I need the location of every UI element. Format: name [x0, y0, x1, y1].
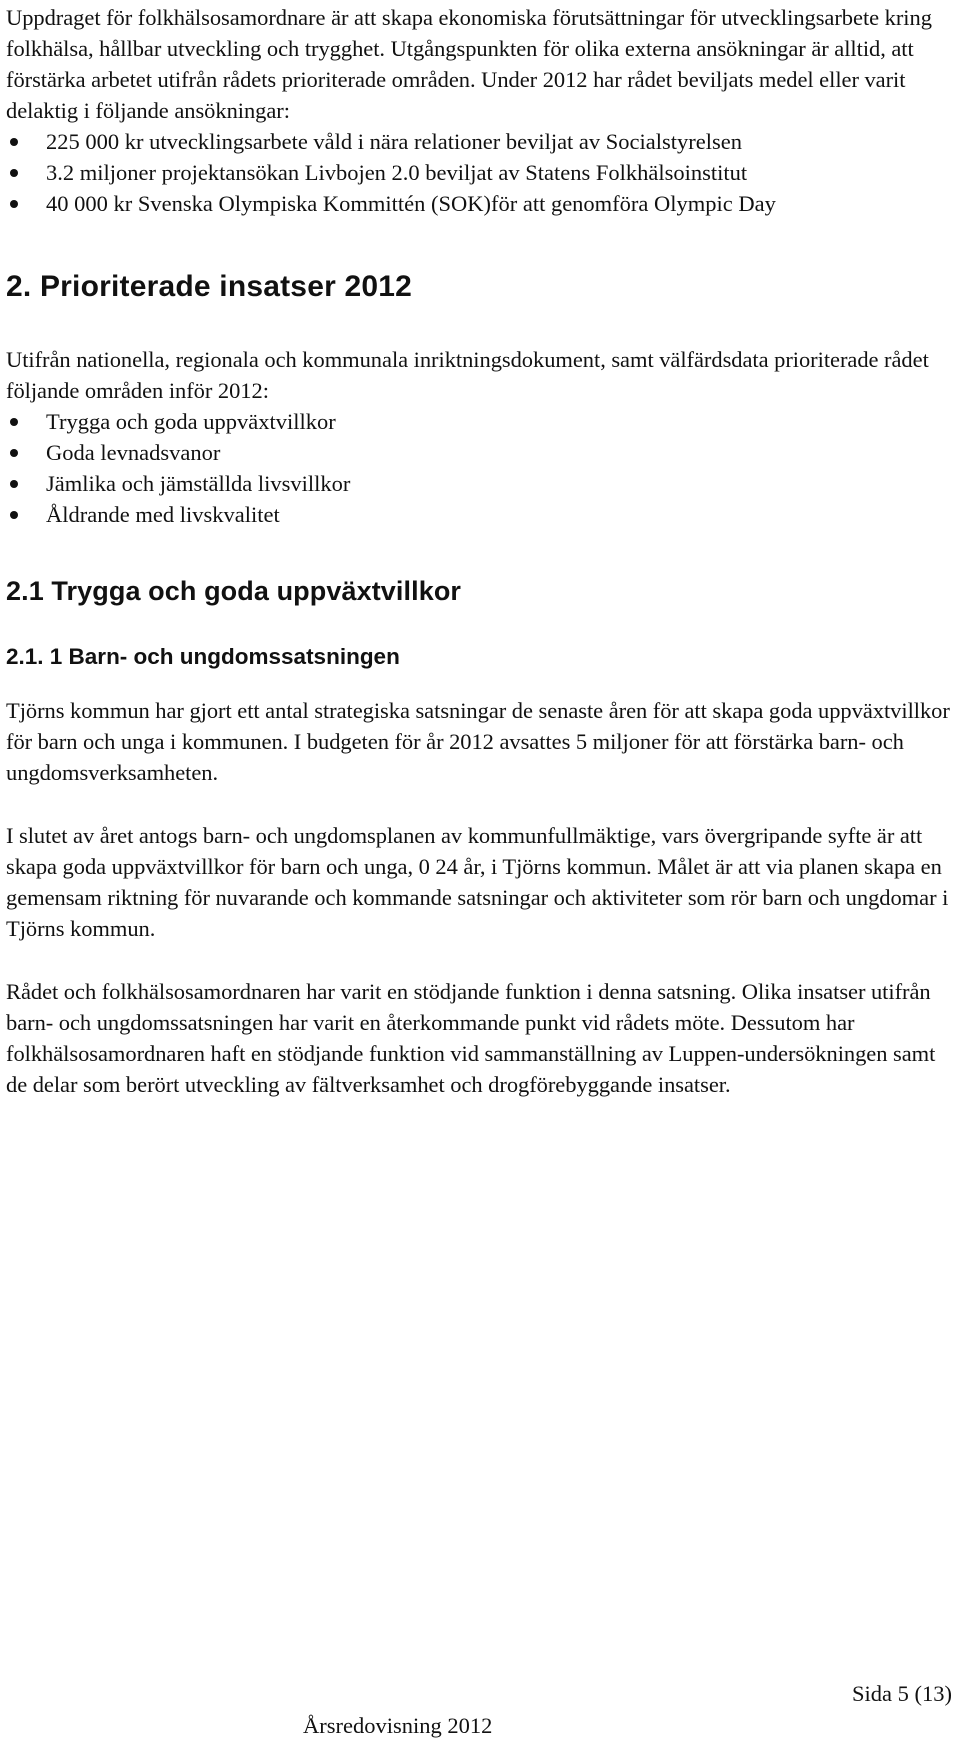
list-item-text: Trygga och goda uppväxtvillkor	[46, 409, 336, 434]
bullet-icon	[10, 480, 18, 488]
list-item	[6, 437, 956, 468]
bullet-icon	[10, 511, 18, 519]
list-item-text: 40 000 kr Svenska Olympiska Kommittén (SOK)för att genomföra Olympic Day	[46, 191, 776, 216]
bullet-icon	[10, 138, 18, 146]
applications-list	[6, 126, 956, 219]
bullet-icon	[10, 418, 18, 426]
list-item	[6, 157, 956, 188]
list-item-text: 225 000 kr utvecklingsarbete våld i nära relationer beviljat av Socialstyrelsen	[46, 129, 743, 154]
list-item-text: Jämlika och jämställda livsvillkor	[46, 471, 351, 496]
footer-title: Årsredovisning 2012	[303, 1713, 493, 1738]
list-item-text: 3.2 miljoner projektansökan Livbojen 2.0 beviljat av Statens Folkhälsoinstitut	[46, 160, 748, 185]
list-item	[6, 468, 956, 499]
section-2-1-heading: 2.1 Trygga och goda uppväxtvillkor	[6, 576, 462, 606]
body-paragraph: Tjörns kommun har gjort ett antal strategiska satsningar de senaste åren för att skapa goda uppväxtvillkor för barn och unga i kommunen. I budgeten för år 2012 avsattes 5 miljoner för att förstärka barn- och ungdomsverksamheten.	[6, 698, 950, 785]
list-item-text: Goda levnadsvanor	[46, 440, 221, 465]
list-item	[6, 126, 956, 157]
list-item	[6, 188, 956, 219]
section-2-heading: 2. Prioriterade insatser 2012	[6, 270, 413, 303]
priority-areas-list	[6, 406, 956, 530]
list-item	[6, 406, 956, 437]
list-item	[6, 499, 956, 530]
bullet-icon	[10, 449, 18, 457]
bullet-icon	[10, 200, 18, 208]
list-item-text: Åldrande med livskvalitet	[46, 502, 280, 527]
body-paragraph: Rådet och folkhälsosamordnaren har varit en stödjande funktion i denna satsning. Olika insatser utifrån barn- och ungdomssatsningen har varit en återkommande punkt vid rådets möte. Dessutom har folkhälsosamordnaren haft en stödjande funktion vid sammanställning av Luppen-undersökningen samt de delar som berört utveckling av fältverksamhet och drogförebyggande insatser.	[6, 979, 936, 1097]
body-paragraph: I slutet av året antogs barn- och ungdomsplanen av kommunfullmäktige, vars övergripande syfte är att skapa goda uppväxtvillkor för barn och unga, 0 24 år, i Tjörns kommun. Målet är att via planen skapa en gemensam riktning för nuvarande och kommande satsningar och aktiviteter som rör barn och ungdomar i Tjörns kommun.	[6, 823, 949, 941]
section-2-paragraph: Utifrån nationella, regionala och kommunala inriktningsdokument, samt välfärdsdata prioriterade rådet följande områden inför 2012:	[6, 347, 929, 403]
section-2-1-1-heading: 2.1. 1 Barn- och ungdomssatsningen	[6, 644, 400, 669]
bullet-icon	[10, 169, 18, 177]
page-content	[6, 2, 956, 1100]
page-number: Sida 5 (13)	[852, 1681, 952, 1706]
intro-paragraph: Uppdraget för folkhälsosamordnare är att skapa ekonomiska förutsättningar för utvecklingsarbete kring folkhälsa, hållbar utveckling och trygghet. Utgångspunkten för olika externa ansökningar är alltid, att förstärka arbetet utifrån rådets prioriterade områden. Under 2012 har rådet beviljats medel eller varit delaktig i följande ansökningar:	[6, 5, 932, 123]
